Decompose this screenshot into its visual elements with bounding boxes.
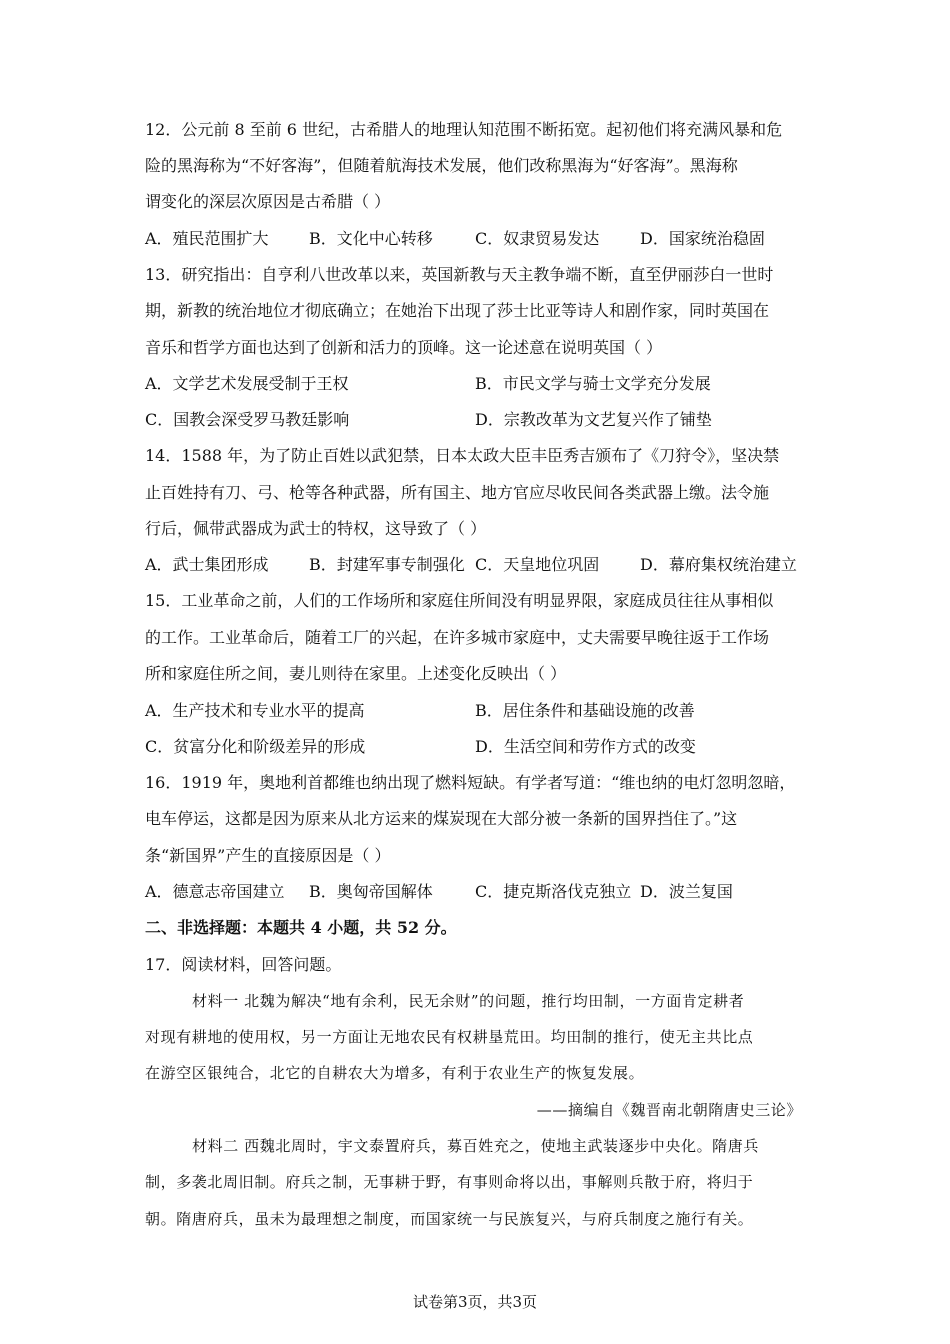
material1-line-1: 材料一 北魏为解决“地有余利，民无余财”的问题，推行均田制，一方面肯定耕者 (192, 992, 745, 1010)
q12-option-c: C．奴隶贸易发达 (475, 229, 600, 248)
q13-option-c: C．国教会深受罗马教廷影响 (145, 410, 350, 429)
q16-option-a: A．德意志帝国建立 (145, 882, 285, 901)
q13-option-a: A．文学艺术发展受制于王权 (145, 374, 349, 393)
q14-line-3: 行后，佩带武器成为武士的特权，这导致了（ ） (145, 519, 487, 538)
q14-line-1: 14．1588 年，为了防止百姓以武犯禁，日本太政大臣丰臣秀吉颁布了《刀狩令》，坚决禁 (145, 446, 780, 465)
q16-option-b: B．奥匈帝国解体 (309, 882, 433, 901)
q16-line-1: 16．1919 年，奥地利首都维也纳出现了燃料短缺。有学者写道：“维也纳的电灯忽明忽暗， (145, 773, 796, 792)
section-heading: 二、非选择题：本题共 4 小题，共 52 分。 (145, 918, 457, 937)
q12-line-3: 谓变化的深层次原因是古希腊（ ） (145, 192, 391, 211)
q13-line-1: 13．研究指出：自亨利八世改革以来，英国新教与天主教争端不断，直至伊丽莎白一世时 (145, 265, 774, 284)
q15-option-a: A．生产技术和专业水平的提高 (145, 701, 365, 720)
q17-intro: 17．阅读材料，回答问题。 (145, 955, 342, 974)
q13-option-b: B．市民文学与骑士文学充分发展 (475, 374, 711, 393)
q14-line-2: 止百姓持有刀、弓、枪等各种武器，所有国主、地方官应尽收民间各类武器上缴。法令施 (145, 483, 770, 502)
q15-line-1: 15．工业革命之前，人们的工作场所和家庭住所间没有明显界限，家庭成员往往从事相似 (145, 591, 774, 610)
q12-option-b: B．文化中心转移 (309, 229, 433, 248)
q16-option-d: D．波兰复国 (640, 882, 733, 901)
q13-line-2: 期，新教的统治地位才彻底确立；在她治下出现了莎士比亚等诗人和剧作家，同时英国在 (145, 301, 770, 320)
q15-option-b: B．居住条件和基础设施的改善 (475, 701, 695, 720)
q15-line-3: 所和家庭住所之间，妻儿则待在家里。上述变化反映出（ ） (145, 664, 567, 683)
material2-line-2: 制，多袭北周旧制。府兵之制，无事耕于野，有事则命将以出，事解则兵散于府，将归于 (145, 1173, 754, 1191)
page-footer: 试卷第3页，共3页 (412, 1293, 538, 1311)
q14-option-c: C．天皇地位巩固 (475, 555, 600, 574)
q16-line-2: 电车停运，这都是因为原来从北方运来的煤炭现在大部分被一条新的国界挡住了。”这 (145, 809, 738, 828)
material1-line-2: 对现有耕地的使用权，另一方面让无地农民有权耕垦荒田。均田制的推行，使无主共比点 (145, 1028, 754, 1046)
q15-option-d: D．生活空间和劳作方式的改变 (475, 737, 696, 756)
material1-line-3: 在游空区银纯合，北它的自耕农大为增多，有利于农业生产的恢复发展。 (145, 1064, 645, 1082)
q13-line-3: 音乐和哲学方面也达到了创新和活力的顶峰。这一论述意在说明英国（ ） (145, 338, 663, 357)
q14-option-a: A．武士集团形成 (145, 555, 269, 574)
q13-option-d: D．宗教改革为文艺复兴作了铺垫 (475, 410, 712, 429)
q16-option-c: C．捷克斯洛伐克独立 (475, 882, 632, 901)
material1-source: ——摘编自《魏晋南北朝隋唐史三论》 (536, 1101, 802, 1119)
q14-option-d: D．幕府集权统治建立 (640, 555, 797, 574)
q15-line-2: 的工作。工业革命后，随着工厂的兴起，在许多城市家庭中，丈夫需要早晚往返于工作场 (145, 628, 770, 647)
q15-option-c: C．贫富分化和阶级差异的形成 (145, 737, 366, 756)
q16-line-3: 条“新国界”产生的直接原因是（ ） (145, 846, 391, 865)
material2-line-3: 朝。隋唐府兵，虽未为最理想之制度，而国家统一与民族复兴，与府兵制度之施行有关。 (145, 1210, 754, 1228)
q14-option-b: B．封建军事专制强化 (309, 555, 465, 574)
q12-line-2: 险的黑海称为“不好客海”，但随着航海技术发展，他们改称黑海为“好客海”。黑海称 (145, 156, 738, 175)
q12-option-d: D．国家统治稳固 (640, 229, 765, 248)
q12-line-1: 12．公元前 8 至前 6 世纪，古希腊人的地理认知范围不断拓宽。起初他们将充满风暴和危 (145, 120, 783, 139)
q12-option-a: A．殖民范围扩大 (145, 229, 269, 248)
material2-line-1: 材料二 西魏北周时，宇文泰置府兵，募百姓充之，使地主武装逐步中央化。隋唐兵 (192, 1137, 759, 1155)
